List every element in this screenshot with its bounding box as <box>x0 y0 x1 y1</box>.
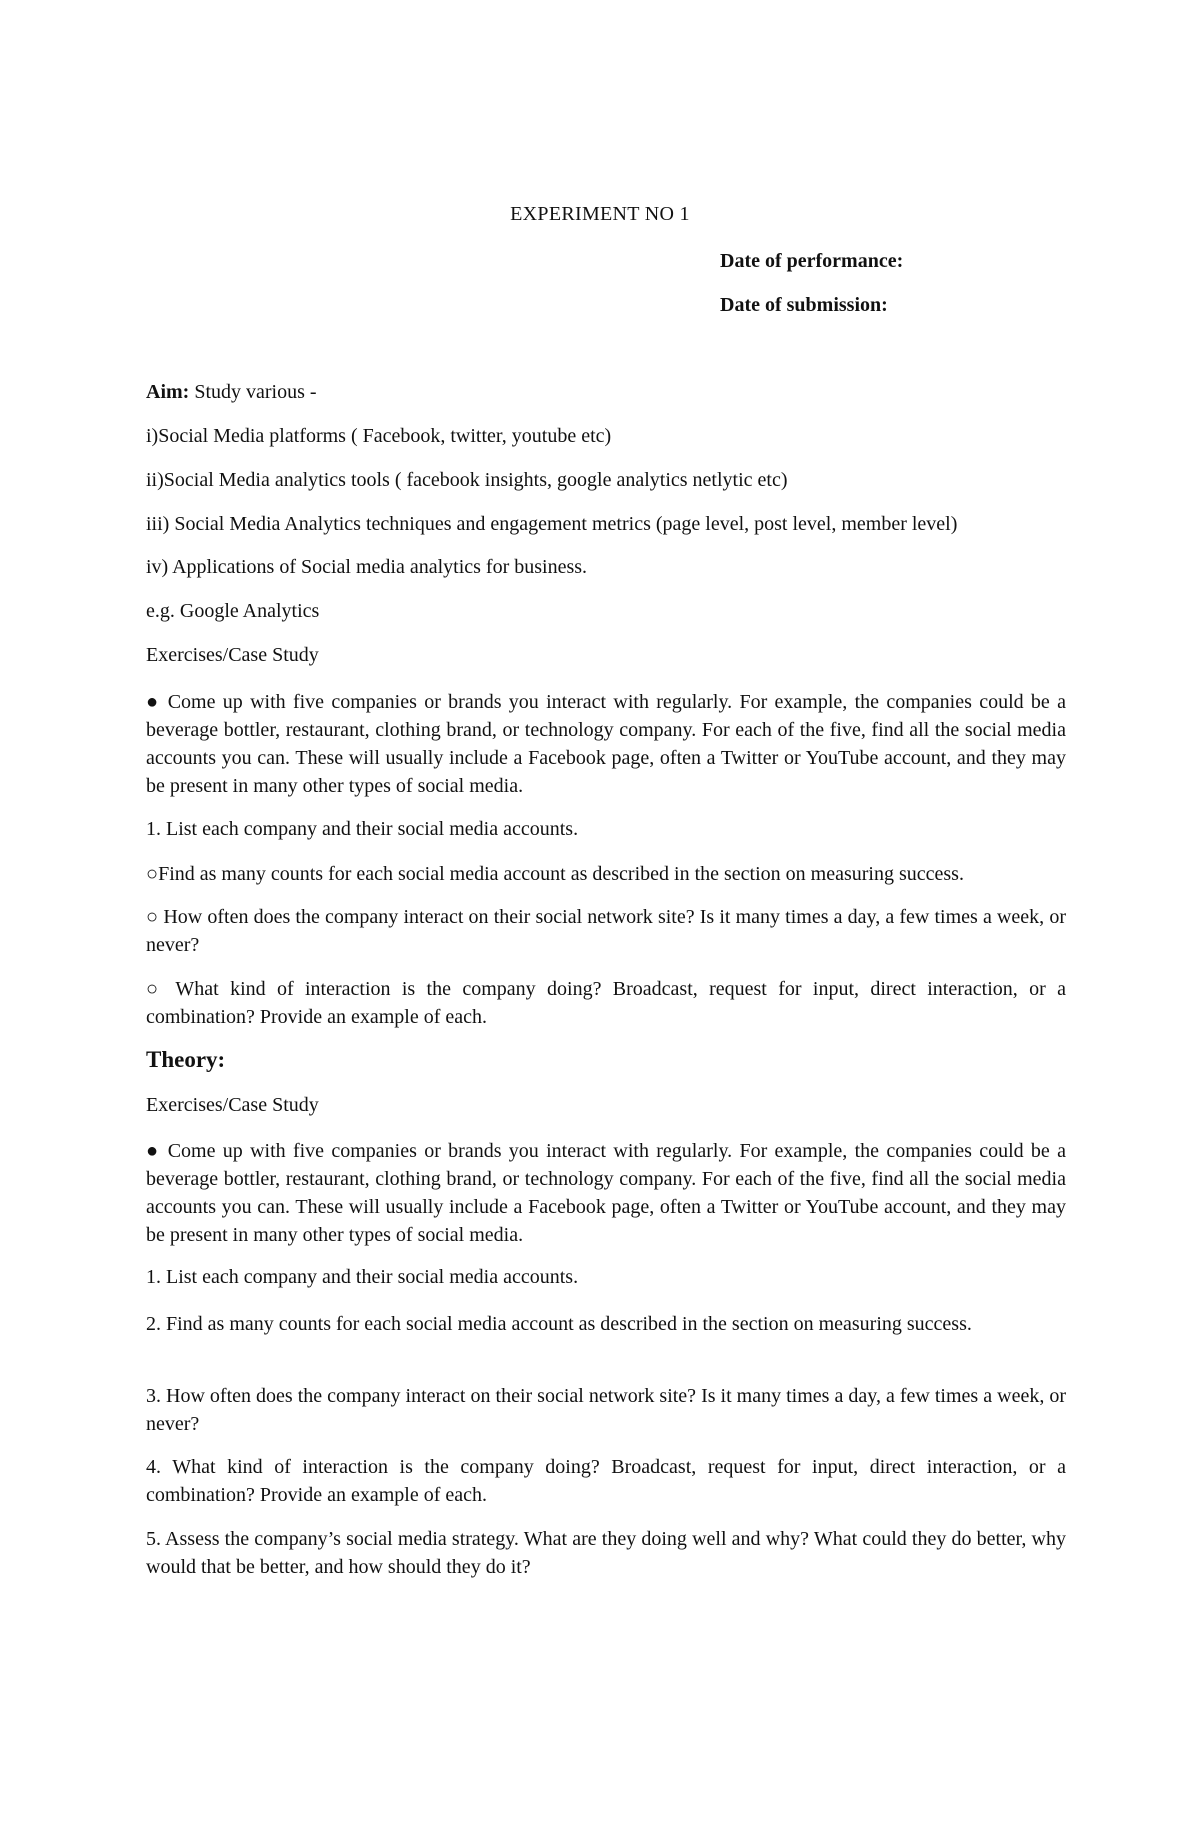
exercises-heading: Exercises/Case Study <box>146 644 319 666</box>
exercises-item-1: 1. List each company and their social media accounts. <box>146 818 579 840</box>
theory-item-3: 3. How often does the company interact on their social network site? Is it many times a day, a few times a week, or never? <box>146 1385 1066 1435</box>
theory-item-1: 1. List each company and their social media accounts. <box>146 1266 579 1288</box>
aim-item-1: i)Social Media platforms ( Facebook, twitter, youtube etc) <box>146 425 612 447</box>
theory-subheading: Exercises/Case Study <box>146 1094 319 1116</box>
theory-item-2: 2. Find as many counts for each social media account as described in the section on measuring success. <box>146 1313 972 1335</box>
theory-item-5: 5. Assess the company’s social media strategy. What are they doing well and why? What could they do better, why would that be better, and how should they do it? <box>146 1528 1066 1578</box>
page-title: EXPERIMENT NO 1 <box>510 203 690 225</box>
exercises-sub-item-3: ○ What kind of interaction is the company doing? Broadcast, request for input, direct interaction, or a combination? Provide an example of each. <box>146 978 1066 1028</box>
exercises-bullet-paragraph: ● Come up with five companies or brands you interact with regularly. For example, the companies could be a beverage bottler, restaurant, clothing brand, or technology company. For each of the five, find all the social media accounts you can. These will usually include a Facebook page, often a Twitter or YouTube account, and they may be present in many other types of social media. <box>146 691 1066 797</box>
date-of-submission-label: Date of submission: <box>720 294 888 316</box>
aim-item-3: iii) Social Media Analytics techniques and engagement metrics (page level, post level, member level) <box>146 513 958 535</box>
aim-example: e.g. Google Analytics <box>146 600 320 622</box>
exercises-sub-item-2: ○ How often does the company interact on their social network site? Is it many times a day, a few times a week, or never? <box>146 906 1066 956</box>
theory-item-4: 4. What kind of interaction is the company doing? Broadcast, request for input, direct interaction, or a combination? Provide an example of each. <box>146 1456 1066 1506</box>
exercises-sub-item-1: ○Find as many counts for each social media account as described in the section on measuring success. <box>146 863 964 885</box>
theory-heading: Theory: <box>146 1047 226 1072</box>
aim-item-2: ii)Social Media analytics tools ( facebook insights, google analytics netlytic etc) <box>146 469 788 491</box>
aim-text: Study various - <box>189 381 317 403</box>
date-of-performance-label: Date of performance: <box>720 250 904 272</box>
aim-item-4: iv) Applications of Social media analytics for business. <box>146 556 588 578</box>
aim-line <box>146 381 1066 404</box>
aim-label: Aim: <box>146 381 190 403</box>
theory-bullet-paragraph: ● Come up with five companies or brands you interact with regularly. For example, the companies could be a beverage bottler, restaurant, clothing brand, or technology company. For each of the five, find all the social media accounts you can. These will usually include a Facebook page, often a Twitter or YouTube account, and they may be present in many other types of social media. <box>146 1140 1066 1246</box>
